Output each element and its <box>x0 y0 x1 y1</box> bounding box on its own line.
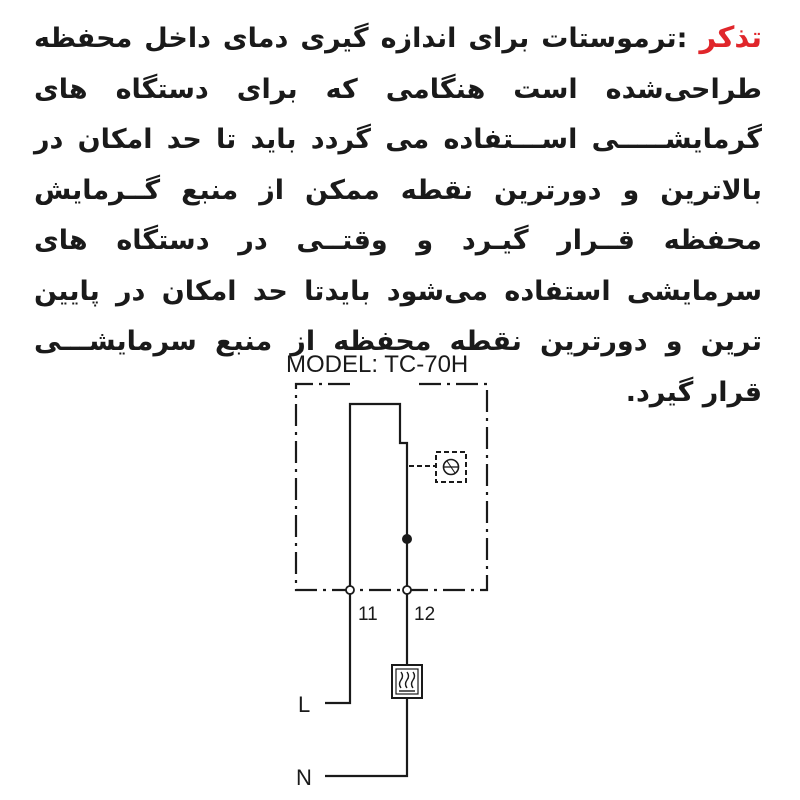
neutral-wire <box>325 698 407 776</box>
thermostat-enclosure <box>296 384 487 590</box>
terminal-11-label: 11 <box>358 604 378 625</box>
junction-dot <box>402 534 412 544</box>
model-label: MODEL: TC-70H <box>286 351 469 378</box>
line-label: L <box>298 692 311 717</box>
note-body: :ترموستات برای اندازه گیری دمای داخل محفظه طراحی‌شده است هنگامی که برای دستگاه های گرمایشـــــی اســـتفاده می گردد باید تا حد امکان در بالاترین و دورترین نقطه ممکن از منبع گــرمایش محفظه قــرار گیـرد و وقتــی در دستگاه های سرمایشی استفاده می‌شود بایدتا حد امکان در پایین ترین و دورترین نقطه محفظه از منبع سرمایشـــی قرار گیرد. <box>34 23 762 408</box>
line-wire <box>325 594 350 703</box>
thermostat-sensor-icon <box>444 460 459 475</box>
switch-contact <box>350 404 407 590</box>
terminal-11 <box>346 586 354 594</box>
note-title: تذکر <box>699 20 762 54</box>
terminal-12-label: 12 <box>414 604 436 625</box>
terminal-12 <box>403 586 411 594</box>
neutral-label: N <box>296 765 312 790</box>
